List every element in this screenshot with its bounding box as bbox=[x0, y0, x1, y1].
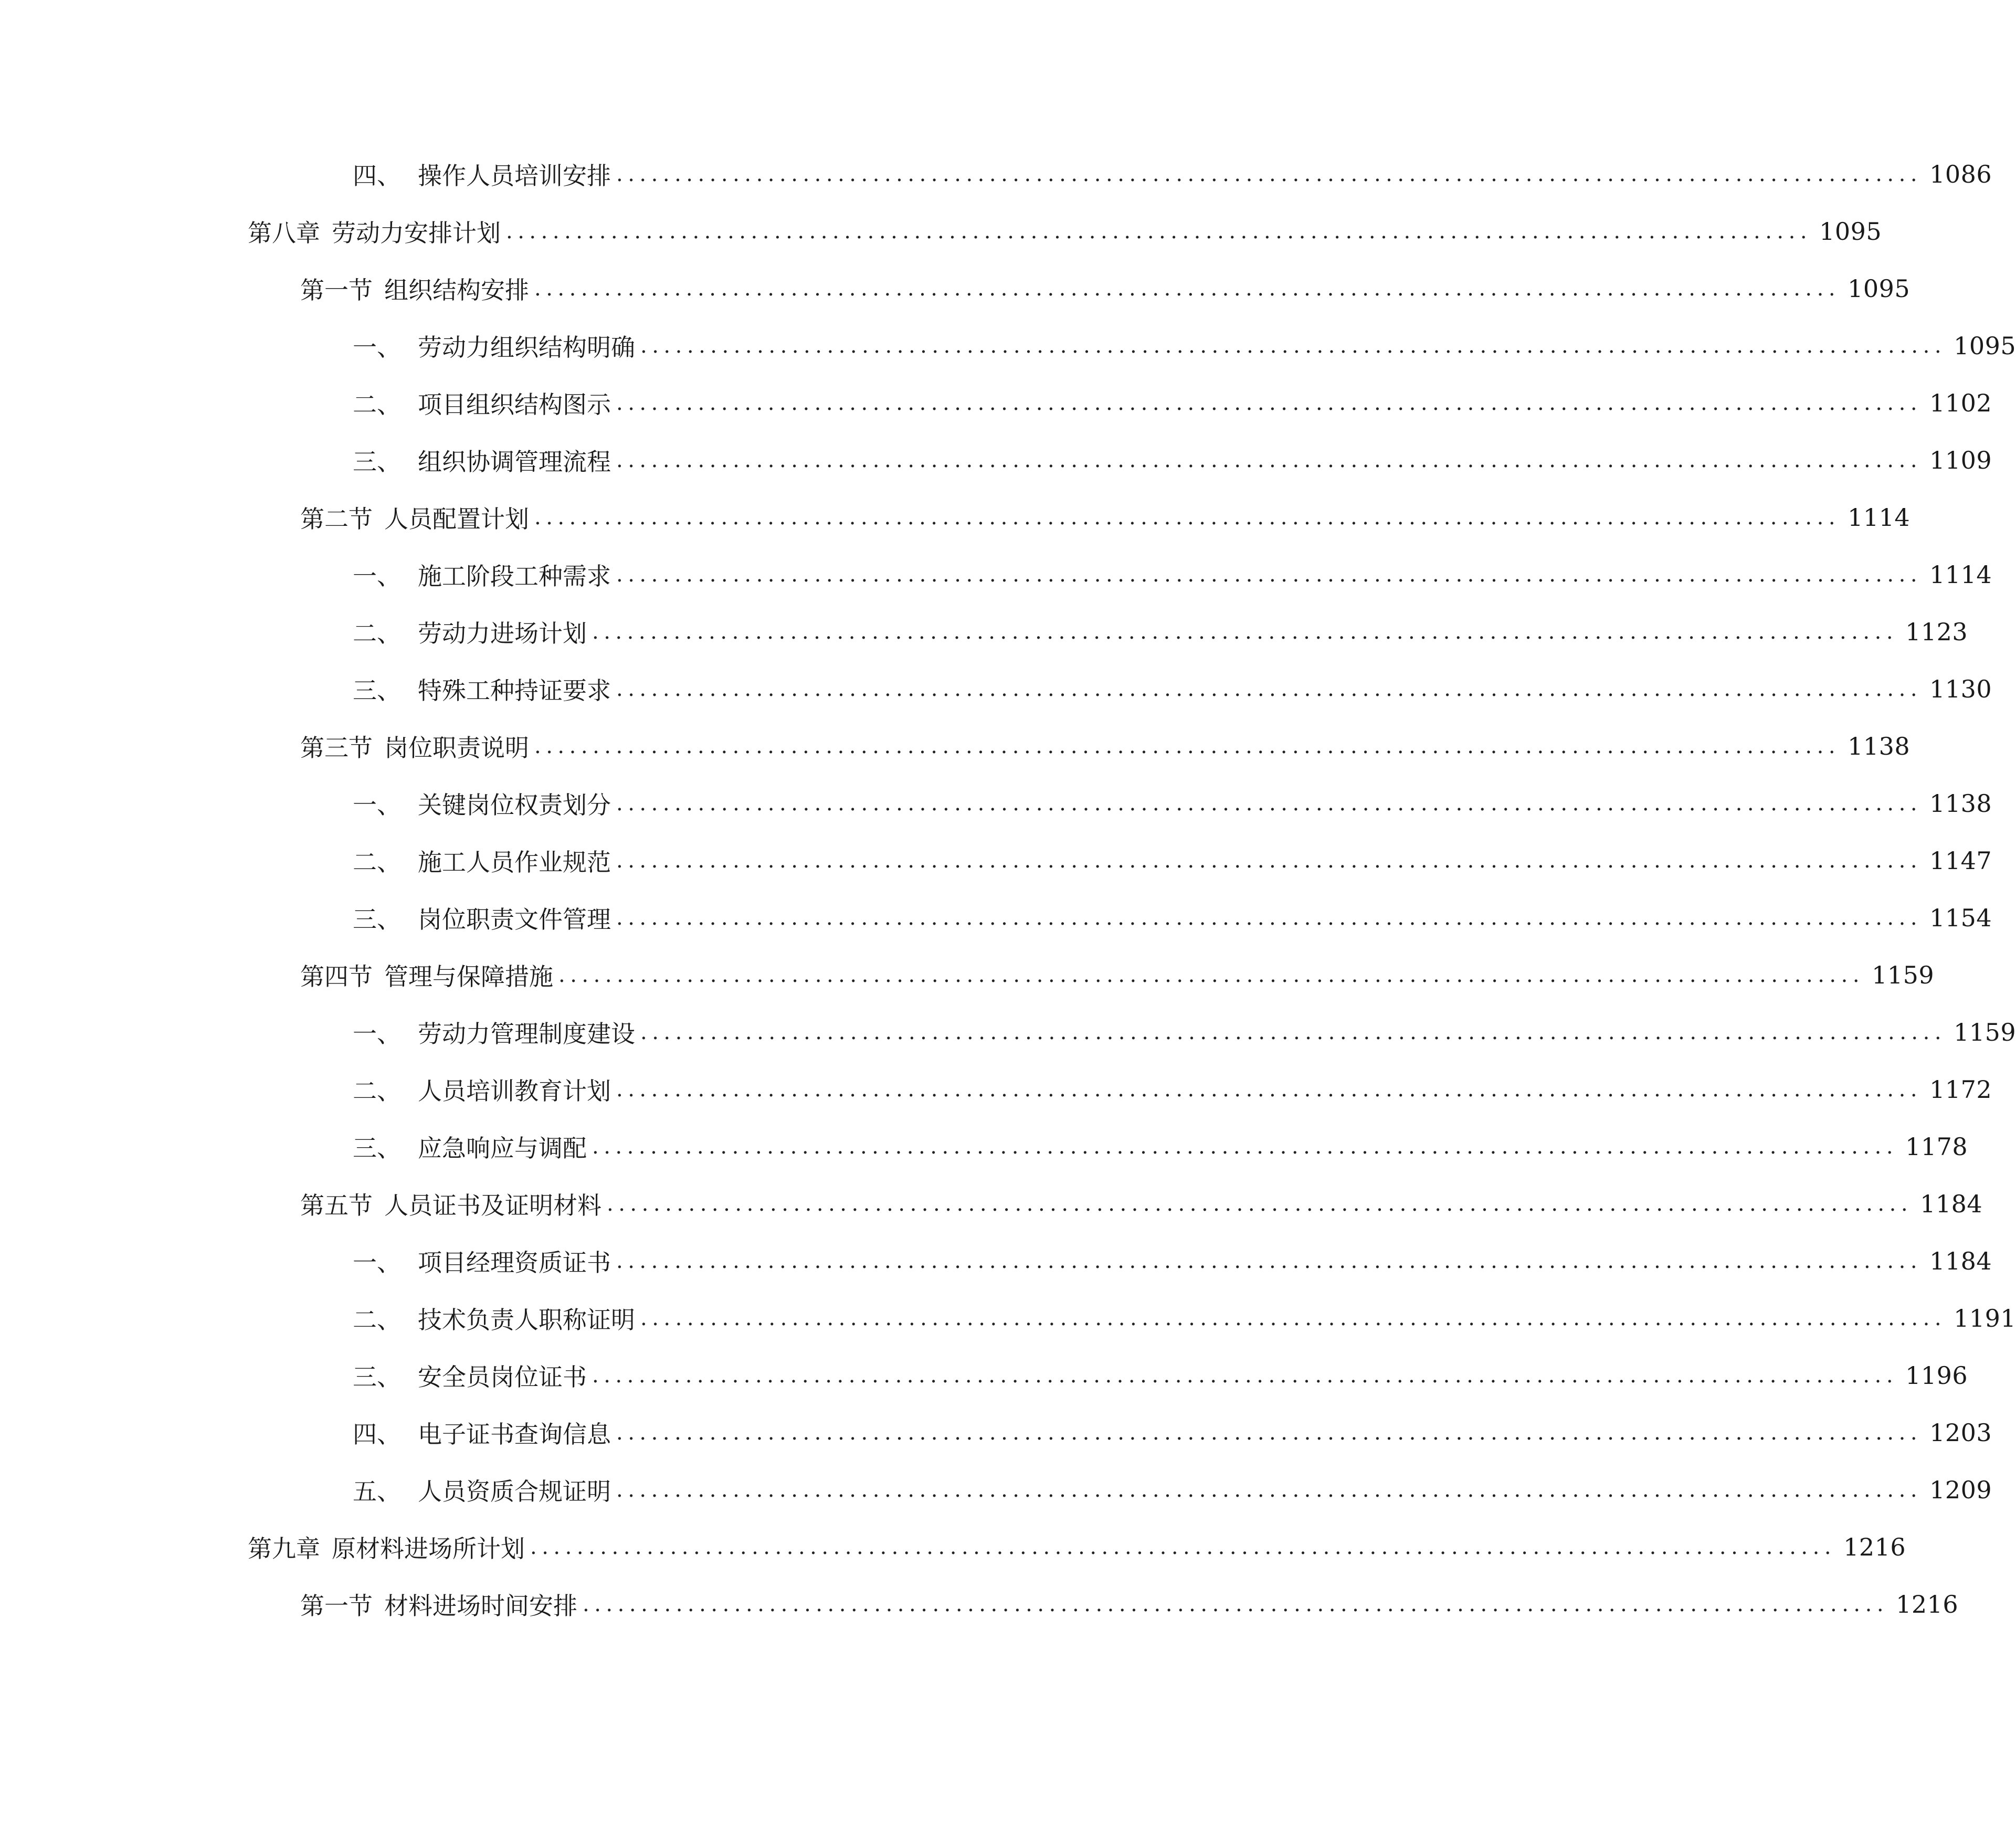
toc-entry-number: 三、 bbox=[353, 1134, 401, 1162]
toc-entry-title: 人员证书及证明材料 bbox=[384, 1191, 601, 1220]
toc-entry-title: 原材料进场所计划 bbox=[332, 1535, 525, 1563]
toc-entry[interactable] bbox=[300, 1583, 1959, 1625]
toc-entry-page: 1095 bbox=[1848, 274, 1911, 303]
toc-entry-title: 人员培训教育计划 bbox=[418, 1077, 611, 1105]
toc-dot-leader: ................................................................................................................ bbox=[558, 963, 1865, 987]
toc-dot-leader: ................................................................................................................ bbox=[616, 391, 1923, 415]
toc-entry-page: 1216 bbox=[1843, 1533, 1906, 1561]
toc-entry[interactable] bbox=[300, 1183, 1983, 1225]
toc-entry[interactable] bbox=[353, 1011, 2016, 1053]
toc-entry-page: 1147 bbox=[1929, 847, 1992, 875]
toc-dot-leader: ................................................................................................................ bbox=[640, 1020, 1947, 1044]
toc-entry[interactable] bbox=[353, 897, 1992, 939]
toc-entry[interactable] bbox=[300, 268, 1911, 310]
toc-dot-leader: ................................................................................................................ bbox=[592, 1363, 1898, 1388]
toc-entry-title: 组织结构安排 bbox=[384, 276, 529, 304]
toc-entry-number: 第一节 bbox=[300, 1592, 373, 1620]
toc-entry[interactable] bbox=[353, 1068, 1992, 1110]
toc-entry-number: 三、 bbox=[353, 1363, 401, 1391]
toc-entry-number: 一、 bbox=[353, 562, 401, 590]
toc-entry-page: 1191 bbox=[1954, 1304, 2016, 1332]
toc-entry-page: 1095 bbox=[1819, 217, 1882, 246]
toc-entry-title: 应急响应与调配 bbox=[418, 1134, 587, 1162]
toc-entry-title: 技术负责人职称证明 bbox=[418, 1306, 635, 1334]
toc-entry[interactable] bbox=[300, 725, 1911, 767]
toc-entry-title: 劳动力组织结构明确 bbox=[418, 333, 635, 362]
toc-entry-page: 1086 bbox=[1929, 160, 1992, 188]
toc-entry-page: 1095 bbox=[1954, 332, 2016, 360]
toc-entry-title: 组织协调管理流程 bbox=[418, 448, 611, 476]
toc-entry-page: 1203 bbox=[1929, 1419, 1992, 1447]
toc-entry[interactable] bbox=[353, 668, 1992, 710]
toc-entry[interactable] bbox=[248, 1526, 1906, 1568]
toc-entry-title: 材料进场时间安排 bbox=[384, 1592, 577, 1620]
toc-entry-title: 劳动力管理制度建设 bbox=[418, 1020, 635, 1048]
toc-dot-leader: ................................................................................................................ bbox=[616, 849, 1923, 873]
toc-entry[interactable] bbox=[353, 611, 1968, 653]
toc-entry-number: 第三节 bbox=[300, 734, 373, 762]
toc-entry-number: 一、 bbox=[353, 333, 401, 362]
toc-entry-number: 二、 bbox=[353, 1306, 401, 1334]
toc-entry-title: 岗位职责说明 bbox=[384, 734, 529, 762]
toc-entry-title: 岗位职责文件管理 bbox=[418, 905, 611, 934]
toc-entry[interactable] bbox=[300, 954, 1935, 996]
toc-entry-number: 一、 bbox=[353, 1249, 401, 1277]
toc-entry-title: 人员配置计划 bbox=[384, 505, 529, 533]
toc-entry[interactable] bbox=[353, 1240, 1992, 1282]
toc-dot-leader: ................................................................................................................ bbox=[530, 1535, 1836, 1559]
toc-dot-leader: ................................................................................................................ bbox=[607, 1192, 1913, 1216]
toc-entry-title: 施工阶段工种需求 bbox=[418, 562, 611, 590]
toc-entry-title: 劳动力进场计划 bbox=[418, 619, 587, 648]
toc-entry-title: 施工人员作业规范 bbox=[418, 848, 611, 876]
toc-entry-number: 第九章 bbox=[248, 1535, 320, 1563]
toc-entry[interactable] bbox=[353, 325, 2016, 367]
toc-entry[interactable] bbox=[353, 840, 1992, 882]
toc-entry-number: 三、 bbox=[353, 448, 401, 476]
toc-entry-title: 人员资质合规证明 bbox=[418, 1477, 611, 1506]
toc-entry[interactable] bbox=[353, 153, 1992, 195]
toc-entry-number: 三、 bbox=[353, 905, 401, 934]
toc-entry-number: 第二节 bbox=[300, 505, 373, 533]
toc-dot-leader: ................................................................................................................ bbox=[616, 1421, 1923, 1445]
toc-dot-leader: ................................................................................................................ bbox=[592, 620, 1898, 644]
toc-entry-number: 四、 bbox=[353, 1420, 401, 1448]
toc-entry-number: 二、 bbox=[353, 619, 401, 648]
toc-entry-title: 管理与保障措施 bbox=[384, 962, 553, 991]
toc-dot-leader: ................................................................................................................ bbox=[616, 448, 1923, 472]
toc-entry-title: 项目经理资质证书 bbox=[418, 1249, 611, 1277]
toc-entry[interactable] bbox=[353, 382, 1992, 424]
toc-entry-number: 五、 bbox=[353, 1477, 401, 1506]
toc-entry-number: 一、 bbox=[353, 791, 401, 819]
toc-dot-leader: ................................................................................................................ bbox=[616, 1478, 1923, 1502]
toc-entry-number: 二、 bbox=[353, 848, 401, 876]
toc-entry-page: 1114 bbox=[1929, 560, 1992, 589]
toc-entry-page: 1209 bbox=[1929, 1476, 1992, 1504]
toc-entry-title: 关键岗位权责划分 bbox=[418, 791, 611, 819]
toc-dot-leader: ................................................................................................................ bbox=[592, 1135, 1898, 1159]
toc-entry-number: 四、 bbox=[353, 162, 401, 190]
toc-entry-page: 1114 bbox=[1848, 503, 1911, 532]
toc-entry-page: 1184 bbox=[1920, 1190, 1983, 1218]
toc-entry-page: 1178 bbox=[1905, 1133, 1968, 1161]
toc-entry-page: 1109 bbox=[1929, 446, 1992, 474]
toc-entry[interactable] bbox=[353, 439, 1992, 481]
toc-entry-title: 电子证书查询信息 bbox=[418, 1420, 611, 1448]
toc-entry-page: 1123 bbox=[1905, 618, 1968, 646]
toc-entry[interactable] bbox=[353, 1412, 1992, 1454]
toc-entry-title: 项目组织结构图示 bbox=[418, 390, 611, 419]
toc-entry[interactable] bbox=[353, 1469, 1992, 1511]
toc-dot-leader: ................................................................................................................ bbox=[616, 791, 1923, 816]
toc-entry-number: 一、 bbox=[353, 1020, 401, 1048]
toc-dot-leader: ................................................................................................................ bbox=[616, 677, 1923, 701]
toc-entry-number: 第四节 bbox=[300, 962, 373, 991]
toc-entry-page: 1184 bbox=[1929, 1247, 1992, 1275]
toc-dot-leader: ................................................................................................................ bbox=[640, 334, 1947, 358]
toc-entry-number: 第八章 bbox=[248, 219, 320, 247]
toc-dot-leader: ................................................................................................................ bbox=[616, 162, 1923, 186]
toc-entry-number: 三、 bbox=[353, 676, 401, 705]
toc-entry-number: 二、 bbox=[353, 1077, 401, 1105]
toc-entry[interactable] bbox=[248, 210, 1882, 252]
toc-dot-leader: ................................................................................................................ bbox=[534, 734, 1841, 758]
toc-entry[interactable] bbox=[353, 1355, 1968, 1396]
toc-entry-title: 操作人员培训安排 bbox=[418, 162, 611, 190]
toc-entry[interactable] bbox=[353, 1297, 2016, 1339]
toc-entry-page: 1216 bbox=[1896, 1590, 1959, 1618]
toc-dot-leader: ................................................................................................................ bbox=[583, 1592, 1889, 1616]
toc-entry-number: 二、 bbox=[353, 390, 401, 419]
toc-entry[interactable] bbox=[300, 496, 1911, 538]
toc-entry-title: 劳动力安排计划 bbox=[332, 219, 501, 247]
toc-entry-number: 第一节 bbox=[300, 276, 373, 304]
toc-entry[interactable] bbox=[353, 782, 1992, 824]
toc-entry-page: 1196 bbox=[1905, 1361, 1968, 1390]
toc-dot-leader: ................................................................................................................ bbox=[534, 277, 1841, 301]
toc-entry[interactable] bbox=[353, 554, 1992, 596]
toc-dot-leader: ................................................................................................................ bbox=[616, 906, 1923, 930]
toc-entry-page: 1102 bbox=[1929, 389, 1992, 417]
toc-entry-page: 1159 bbox=[1954, 1018, 2016, 1046]
toc-entry-page: 1138 bbox=[1848, 732, 1911, 760]
toc-dot-leader: ................................................................................................................ bbox=[616, 1249, 1923, 1273]
toc-entry-number: 第五节 bbox=[300, 1191, 373, 1220]
toc-entry-page: 1154 bbox=[1929, 904, 1992, 932]
toc-dot-leader: ................................................................................................................ bbox=[616, 1077, 1923, 1102]
toc-entry-page: 1159 bbox=[1872, 961, 1935, 989]
toc-dot-leader: ................................................................................................................ bbox=[506, 219, 1812, 244]
toc-dot-leader: ................................................................................................................ bbox=[640, 1306, 1947, 1330]
toc-entry-title: 特殊工种持证要求 bbox=[418, 676, 611, 705]
toc-entry-page: 1172 bbox=[1929, 1075, 1992, 1104]
toc-dot-leader: ................................................................................................................ bbox=[616, 563, 1923, 587]
toc-entry-page: 1138 bbox=[1929, 789, 1992, 818]
toc-dot-leader: ................................................................................................................ bbox=[534, 505, 1841, 530]
toc-entry[interactable] bbox=[353, 1126, 1968, 1168]
toc-entry-title: 安全员岗位证书 bbox=[418, 1363, 587, 1391]
toc-entry-page: 1130 bbox=[1929, 675, 1992, 703]
